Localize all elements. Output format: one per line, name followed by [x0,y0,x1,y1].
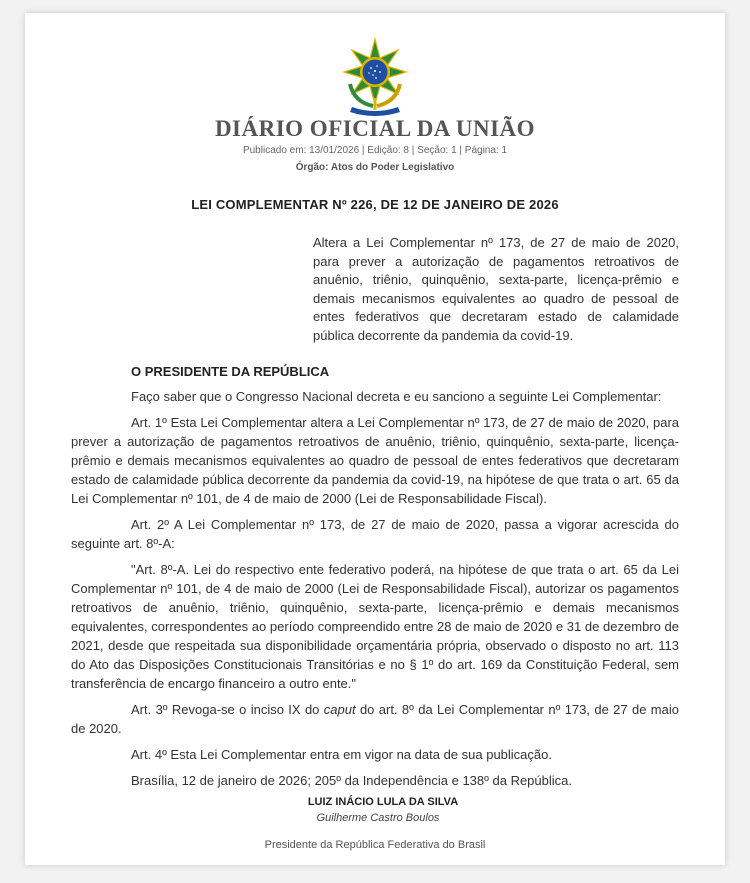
newspaper-title: DIÁRIO OFICIAL DA UNIÃO [214,116,536,141]
article-4: Art. 4º Esta Lei Complementar entra em vigor na data de sua publicação. [131,747,552,762]
organ-info: Órgão: Atos do Poder Legislativo [295,162,455,173]
brazil-coat-of-arms-icon [340,36,410,116]
article-3-text-end: do art. 8º da Lei Complementar nº 173, de 27 de maio de 2020. [71,702,679,736]
minister-name: Guilherme Castro Boulos [316,812,440,824]
law-body [71,362,679,797]
article-3-caput: caput [323,702,356,717]
intro-paragraph: Faço saber que o Congresso Nacional decreta e eu sanciono a seguinte Lei Complementar: [131,389,662,404]
article-3 [71,700,679,738]
place-and-date: Brasília, 12 de janeiro de 2026; 205º da Independência e 138º da República. [131,773,572,788]
document-page [25,13,725,865]
law-title: LEI COMPLEMENTAR Nº 226, DE 12 DE JANEIRO DE 2026 [191,197,559,212]
article-2: Art. 2º A Lei Complementar nº 173, de 27 de maio de 2020, passa a vigorar acrescida do seguinte art. 8º-A: [71,517,679,551]
law-summary: Altera a Lei Complementar nº 173, de 27 de maio de 2020, para prever a autorização de pagamentos retroativos de anuênio, triênio, quinquênio, sexta-parte, licença-prêmio e demais mecanismos equivalentes ao quadro de pessoal de entes federativos que decretaram estado de calamidade pública decorrente da pandemia da covid-19. [313,235,679,343]
article-1: Art. 1º Esta Lei Complementar altera a Lei Complementar nº 173, de 27 de maio de 2020, para prever a autorização de pagamentos retroativos de anuênio, triênio, quinquênio, sexta-parte, licença-prêmio e demais mecanismos equivalentes ao quadro de pessoal de entes federativos que decretaram estado de calamidade pública decorrente da pandemia da covid-19, na hipótese de que trata o art. 65 da Lei Complementar nº 101, de 4 de maio de 2000 (Lei de Responsabilidade Fiscal). [71,415,679,506]
article-8a-quote: "Art. 8º-A. Lei do respectivo ente federativo poderá, na hipótese de que trata o art. 65 da Lei Complementar nº 101, de 4 de maio de 2000 (Lei de Responsabilidade Fiscal), autorizar os pagamentos retroativos de anuênio, triênio, quinquênio, sexta-parte, licença-prêmio e demais mecanismos equivalentes, correspondentes ao período compreendido entre 28 de maio de 2020 e 31 de dezembro de 2021, desde que respeitada sua disponibilidade orçamentária própria, observado o disposto no art. 113 do Ato das Disposições Constitucionais Transitórias e no § 1º do art. 169 da Constituição Federal, sem transferência de encargo financeiro a outro ente." [71,562,679,691]
article-3-text-start: Art. 3º Revoga-se o inciso IX do [131,702,320,717]
signer-role: Presidente da República Federativa do Brasil [264,839,486,851]
president-heading: O PRESIDENTE DA REPÚBLICA [131,364,330,379]
publication-info: Publicado em: 13/01/2026 | Edição: 8 | Seção: 1 | Página: 1 [242,145,508,156]
signer-name: LUIZ INÁCIO LULA DA SILVA [307,796,459,808]
